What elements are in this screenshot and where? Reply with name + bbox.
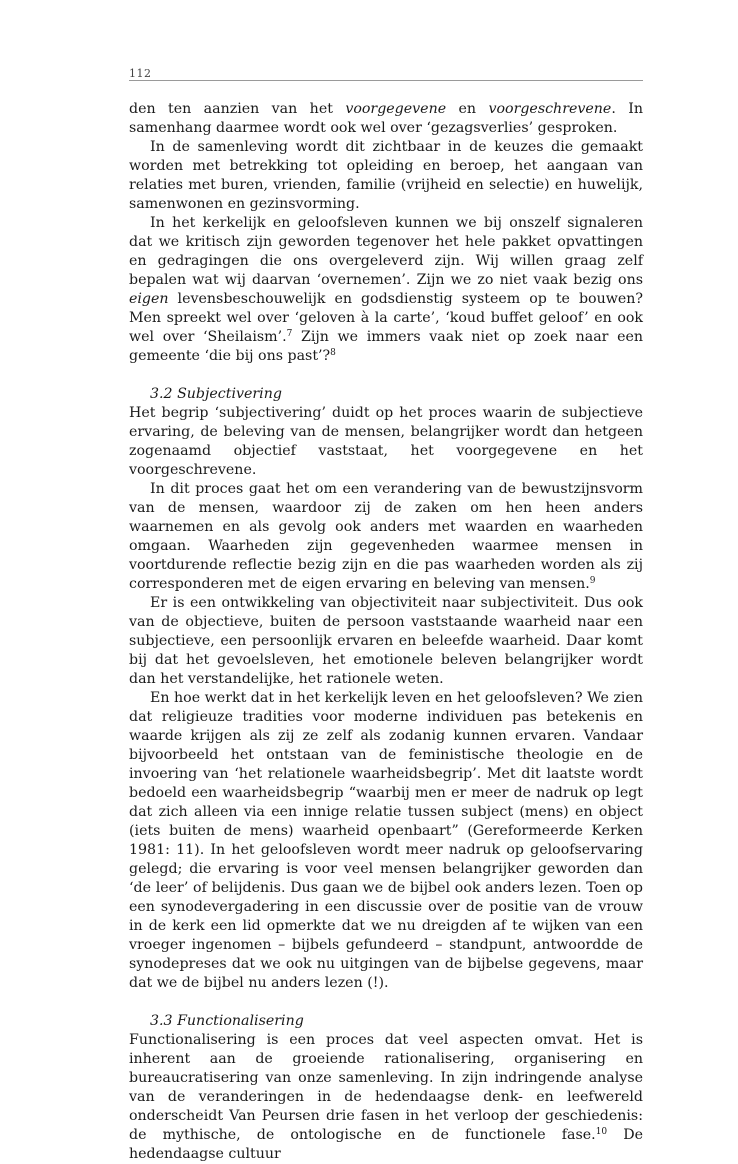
footnote-marker: 10 (595, 1127, 608, 1137)
text-run: . In samenhang daarmee wordt ook wel over ‘gezagsverlies’ gesproken. (129, 101, 643, 136)
text-run: De hedendaagse cultuur (129, 1127, 643, 1162)
footnote-marker: 7 (286, 329, 293, 339)
paragraph (129, 594, 643, 689)
footnote-marker: 9 (589, 576, 596, 586)
text-run: In het kerkelijk en geloofsleven kunnen we bij onszelf signaleren dat we kritisch zijn geworden tegenover het hele pakket opvattingen en gedragingen die ons overgeleverd zijn. Wij willen graag zelf bepalen wat wij daarvan ‘overnemen’. Zijn we zo niet vaak bezig ons (129, 215, 643, 288)
body-text (129, 100, 643, 1164)
paragraph (129, 404, 643, 480)
running-header (129, 62, 643, 81)
text-run: In de samenleving wordt dit zichtbaar in de keuzes die gemaakt worden met betrekking tot opleiding en beroep, het aangaan van relaties met buren, vrienden, familie (vrijheid en selectie) en huwelijk, samenwonen en gezinsvorming. (129, 139, 643, 212)
emphasis-text: eigen (129, 291, 169, 307)
paragraph (129, 689, 643, 993)
text-run: En hoe werkt dat in het kerkelijk leven en het geloofsleven? We zien dat religieuze tradities voor moderne individuen pas betekenis en waarde krijgen als zij ze zelf als zodanig kunnen ervaren. Vandaar bijvoorbeeld het ontstaan van de feministische theologie en de invoering van ‘het relationele waarheidsbegrip’. Met dit laatste wordt bedoeld een waarheidsbegrip “waarbij men er meer de nadruk op legt dat zich alleen via een innige relatie tussen subject (mens) en object (iets buiten de mens) waarheid openbaart” (Gereformeerde Kerken 1981: 11). In het geloofsleven wordt meer nadruk op geloofservaring gelegd; die ervaring is voor veel mensen belangrijker geworden dan ‘de leer’ of belijdenis. Dus gaan we de bijbel ook anders lezen. Toen op een synodevergadering in een discussie over de positie van de vrouw in de kerk een lid opmerkte dat we nu dreigden af te wijken van een vroeger ingenomen – bijbels gefundeerd – standpunt, antwoordde de synodepreses dat we ook nu uitgingen van de bijbelse gegevens, maar dat we de bijbel nu anders lezen (!). (129, 690, 643, 991)
footnote-marker: 8 (330, 348, 336, 358)
paragraph (129, 214, 643, 366)
text-run: den ten aanzien van het (129, 101, 346, 117)
text-run: Het begrip ‘subjectivering’ duidt op het proces waarin de subjectieve ervaring, de beleving van de mensen, belangrijker wordt dan hetgeen zogenaamd objectief vaststaat, het voorgegevene en het voorgeschrevene. (129, 405, 643, 478)
paragraph (129, 100, 643, 138)
section-heading: 3.3 Functionalisering (150, 1013, 304, 1029)
emphasis-text: voorgeschrevene (488, 101, 612, 117)
emphasis-text: voorgegevene (345, 101, 447, 117)
text-run: Er is een ontwikkeling van objectiviteit naar subjectiviteit. Dus ook van de objectieve, buiten de persoon vaststaande waarheid naar een subjectieve, een persoonlijk ervaren en beleefde waarheid. Daar komt bij dat het gevoelsleven, het emotionele beleven belangrijker wordt dan het verstandelijke, het rationele weten. (129, 595, 643, 687)
text-run: Functionalisering is een proces dat veel aspecten omvat. Het is inherent aan de groeiende rationalisering, organisering en bureaucratisering van onze samenleving. In zijn indringende analyse van de veranderingen in de hedendaagse denk- en leefwereld onderscheidt Van Peursen drie fasen in het verloop der geschiedenis: de mythische, de ontologische en de functionele fase. (129, 1032, 643, 1143)
section-heading: 3.2 Subjectivering (150, 386, 282, 402)
paragraph (129, 480, 643, 594)
text-run: en (446, 101, 489, 117)
text-run: Zijn we immers vaak niet op zoek naar een gemeente ‘die bij ons past’? (129, 329, 643, 364)
text-run: levensbeschouwelijk en godsdienstig systeem op te bouwen? Men spreekt wel over ‘geloven à la carte’, ‘koud buffet geloof’ en ook wel over ‘Sheilaism’. (129, 291, 643, 345)
paragraph (129, 1031, 643, 1164)
paragraph (129, 138, 643, 214)
page-number: 112 (129, 67, 152, 80)
text-run: In dit proces gaat het om een verandering van de bewustzijnsvorm van de mensen, waardoor zij de zaken om hen heen anders waarnemen en als gevolg ook anders met waarden en waarheden omgaan. Waarheden zijn gegevenheden waarmee mensen in voortdurende reflectie bezig zijn en die pas waarheden worden als zij corresponderen met de eigen ervaring en beleving van mensen. (129, 481, 643, 592)
